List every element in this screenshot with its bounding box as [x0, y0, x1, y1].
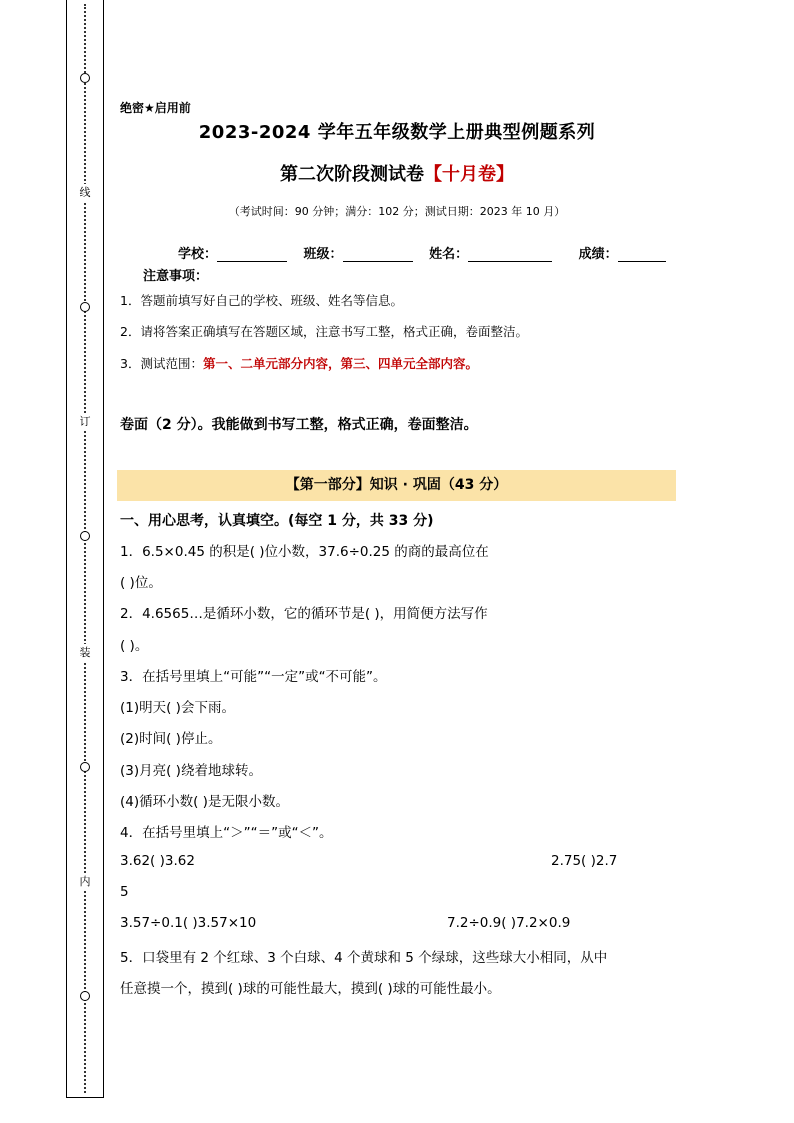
name-field[interactable]	[429, 243, 552, 262]
score-blank[interactable]	[618, 247, 666, 262]
name-blank[interactable]	[468, 247, 552, 262]
question-4-item-3: 3.57÷0.1( )3.57×10	[120, 915, 257, 931]
question-4-item-2-wrap: 5	[120, 884, 129, 900]
score-field[interactable]	[579, 243, 666, 262]
question-3-item-2: (2)时间( )停止。	[120, 731, 222, 747]
class-blank[interactable]	[343, 247, 413, 262]
score-label: 成绩：	[578, 247, 618, 262]
class-field[interactable]	[304, 243, 413, 262]
student-fields	[178, 243, 678, 262]
school-blank[interactable]	[217, 247, 287, 262]
binding-circle-3	[80, 531, 90, 541]
binding-circle-4	[80, 762, 90, 772]
question-4-item-4: 7.2÷0.9( )7.2×0.9	[447, 915, 571, 931]
notice-item-3-prefix: 3．测试范围：	[120, 356, 203, 371]
exam-info: （考试时间：90 分钟；满分：102 分；测试日期：2023 年 10 月）	[228, 205, 566, 218]
fill-blank-section-title: 一、用心思考，认真填空。(每空 1 分，共 33 分)	[120, 513, 434, 529]
question-1-line-1: 1．6.5×0.45 的积是( )位小数，37.6÷0.25 的商的最高位在	[120, 544, 489, 560]
question-1-line-2: ( )位。	[120, 575, 162, 591]
class-label: 班级：	[303, 247, 343, 262]
binding-circle-5	[80, 991, 90, 1001]
binding-label-nei: 内	[77, 873, 93, 891]
question-3-item-4: (4)循环小数( )是无限小数。	[120, 794, 289, 810]
binding-circle-2	[80, 302, 90, 312]
notice-title: 注意事项：	[143, 269, 209, 284]
question-2-line-1: 2．4.6565…是循环小数，它的循环节是( )，用简便方法写作	[120, 606, 488, 622]
binding-label-zhuang: 装	[77, 644, 93, 662]
question-5-line-2: 任意摸一个，摸到( )球的可能性最大，摸到( )球的可能性最小。	[120, 981, 501, 997]
question-3-item-3: (3)月亮( )绕着地球转。	[120, 763, 262, 779]
question-4-item-1: 3.62( )3.62	[120, 853, 195, 869]
question-3-title: 3．在括号里填上“可能”“一定”或“不可能”。	[120, 669, 387, 685]
name-label: 姓名：	[429, 247, 469, 262]
binding-label-xian: 线	[77, 184, 93, 202]
exam-subtitle	[0, 160, 794, 186]
subtitle-main: 第二次阶段测试卷	[280, 164, 424, 185]
part-one-banner	[117, 470, 676, 501]
question-2-line-2: ( )。	[120, 638, 149, 654]
school-field[interactable]	[178, 243, 287, 262]
notice-item-3-scope: 第一、二单元部分内容，第三、四单元全部内容。	[202, 356, 478, 371]
secret-label: 绝密★启用前	[120, 101, 191, 115]
question-4-title: 4．在括号里填上“＞”“＝”或“＜”。	[120, 825, 333, 841]
notice-item-2: 2．请将答案正确填写在答题区域，注意书写工整，格式正确，卷面整洁。	[120, 324, 528, 339]
binding-circle-1	[80, 73, 90, 83]
question-4-item-2: 2.75( )2.7	[551, 853, 618, 869]
subtitle-month: 【十月卷】	[424, 164, 514, 185]
question-3-item-1: (1)明天( )会下雨。	[120, 700, 235, 716]
part-one-title: 【第一部分】知识 · 巩固（43 分）	[285, 477, 508, 493]
exam-title: 2023-2024 学年五年级数学上册典型例题系列	[198, 122, 596, 143]
school-label: 学校：	[178, 247, 218, 262]
question-5-line-1: 5．口袋里有 2 个红球、3 个白球、4 个黄球和 5 个绿球，这些球大小相同，从中	[120, 950, 608, 966]
binding-label-ding: 订	[77, 413, 93, 431]
notice-item-3	[120, 354, 478, 372]
notice-item-1: 1．答题前填写好自己的学校、班级、姓名等信息。	[120, 293, 403, 308]
neatness-statement: 卷面（2 分）。我能做到书写工整，格式正确，卷面整洁。	[120, 417, 478, 433]
